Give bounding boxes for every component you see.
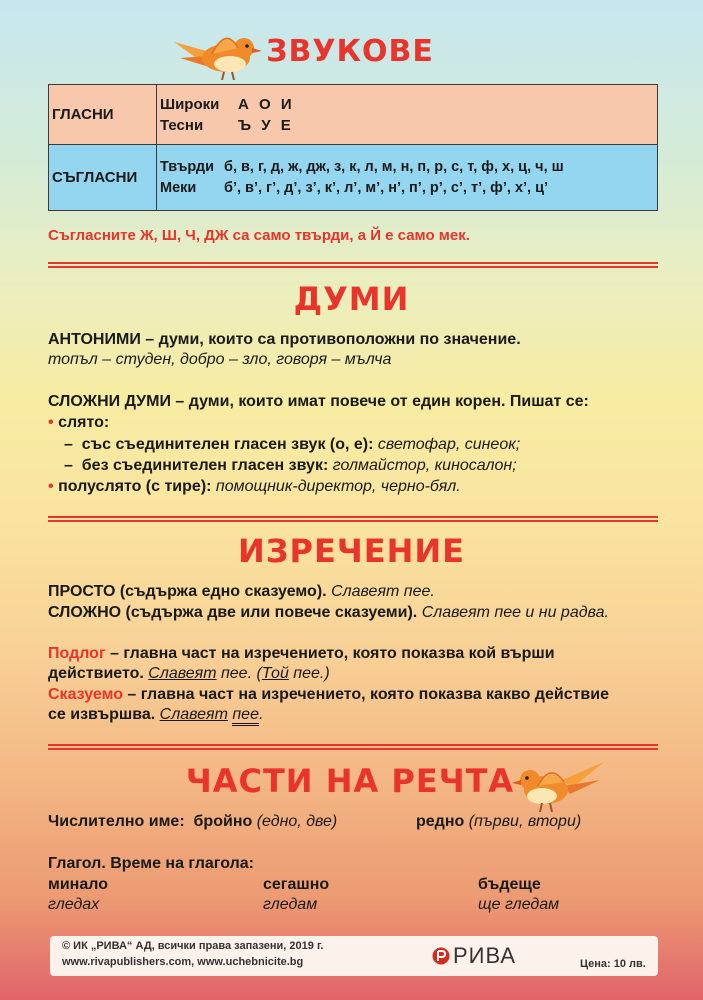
hyphen-label: полуслято (с тире): (58, 478, 212, 495)
ordinal-row (416, 812, 581, 832)
consonants-row (49, 145, 658, 211)
complex-sentence (48, 603, 609, 623)
subject-def-text-2: действието. (48, 665, 144, 682)
simple-label: ПРОСТО (съдържа едно сказуемо). (48, 583, 327, 600)
vowels-cell (157, 85, 658, 145)
with-vowel-examples: светофар, синеок; (377, 436, 521, 453)
predicate-example-subject: Славеят (159, 706, 228, 723)
section-title-sounds: ЗВУКОВЕ (266, 34, 434, 69)
subject-term: Подлог (48, 645, 106, 662)
cardinal-examples: (едно, две) (256, 813, 338, 830)
consonants-cell (157, 145, 658, 211)
section-title-sentence: ИЗРЕЧЕНИЕ (238, 532, 465, 570)
footer-urls[interactable]: www.rivapublishers.com, www.uchebnicite.bg (62, 956, 304, 968)
compound-definition: СЛОЖНИ ДУМИ – думи, които имат повече от един корен. Пишат се: (48, 393, 589, 410)
vowels-narrow-value: Ъ У Е (238, 116, 291, 134)
past-example: гледах (48, 896, 100, 913)
soft-value: б’, в’, г’, д’, з’, к’, л’, м’, н’, п’, р’, с’, т’, ф’, х’, ц’ (224, 179, 549, 196)
subject-def-text: – главна част на изречението, която показва кой върши (105, 645, 555, 662)
bird-icon (512, 756, 608, 812)
subject-definition-cont (48, 664, 330, 684)
consonants-label: СЪГЛАСНИ (49, 145, 157, 211)
future-label: бъдеще (478, 876, 541, 893)
predicate-definition-cont (48, 705, 263, 725)
hyphen-examples: помощник-директор, черно-бял. (215, 478, 461, 495)
antonyms-definition: АНТОНИМИ – думи, които са противоположни по значение. (48, 331, 521, 348)
sounds-table (48, 84, 658, 211)
bullet-icon: • (48, 414, 54, 431)
simple-sentence (48, 582, 435, 602)
section-title-words: ДУМИ (293, 280, 410, 318)
present-label: сегашно (263, 876, 330, 893)
hard-label: Твърди (160, 158, 215, 175)
past-label: минало (48, 876, 108, 893)
ordinal-examples: (първи, втори) (468, 813, 582, 830)
subject-definition (48, 644, 555, 664)
subject-example-pronoun: Той (261, 665, 289, 682)
simple-example: Славеят пее. (331, 583, 435, 600)
predicate-example-verb: пее (232, 706, 259, 726)
antonyms-examples: топъл – студен, добро – зло, говоря – мълча (48, 351, 392, 368)
complex-example: Славеят пее и ни радва. (421, 604, 609, 621)
list-item: – със съединителен гласен звук (о, е): светофар, синеок; (64, 436, 521, 453)
vowels-wide-label: Широки (160, 95, 220, 113)
divider (48, 744, 658, 750)
verb-label: Глагол. Време на глагола: (48, 855, 254, 872)
riva-logo (432, 943, 516, 969)
riva-logo-icon (432, 947, 450, 965)
present-example: гледам (263, 896, 318, 913)
predicate-definition (48, 685, 609, 705)
subject-example-end: пее.) (288, 665, 330, 682)
divider (48, 262, 658, 268)
ordinal-label: редно (416, 813, 465, 830)
list-item (48, 413, 109, 433)
section-title-parts: ЧАСТИ НА РЕЧТА (185, 762, 515, 800)
without-vowel-label: без съединителен гласен звук: (81, 457, 329, 474)
predicate-def-text-2: се извършва. (48, 706, 156, 723)
cardinal-label: бройно (193, 813, 253, 830)
vowels-row (49, 85, 658, 145)
list-item (48, 477, 461, 497)
subject-example-word: Славеят (148, 665, 217, 682)
riva-logo-text: РИВА (453, 943, 517, 968)
predicate-term: Сказуемо (48, 686, 123, 703)
complex-label: СЛОЖНО (съдържа две или повече сказуеми). (48, 604, 418, 621)
predicate-def-text: – главна част на изречението, която показва какво действие (122, 686, 609, 703)
vowels-label: ГЛАСНИ (49, 85, 157, 145)
hard-value: б, в, г, д, ж, дж, з, к, л, м, н, п, р, с, т, ф, х, ц, ч, ш (224, 158, 564, 175)
divider (48, 516, 658, 522)
consonant-note: Съгласните Ж, Ш, Ч, ДЖ са само твърди, а Й е само мек. (48, 227, 470, 244)
vowels-wide-value: А О И (238, 95, 292, 113)
future-example: ще гледам (478, 896, 560, 913)
numeral-row (48, 812, 337, 832)
bullet-icon: • (48, 478, 54, 495)
with-vowel-label: със съединителен гласен звук (о, е): (81, 436, 374, 453)
price-label: Цена: 10 лв. (580, 958, 646, 970)
without-vowel-examples: голмайстор, киносалон; (332, 457, 517, 474)
together-label: слято: (58, 414, 110, 431)
numeral-label: Числително име: (48, 813, 185, 830)
copyright-text: © ИК „РИВА“ АД, всички права запазени, 2019 г. (62, 940, 324, 952)
subject-example-text: пее. ( (216, 665, 262, 682)
vowels-narrow-label: Тесни (160, 116, 204, 134)
predicate-example-end: . (258, 706, 264, 723)
list-item: – без съединителен гласен звук: голмайстор, киносалон; (64, 457, 517, 474)
soft-label: Меки (160, 179, 197, 196)
